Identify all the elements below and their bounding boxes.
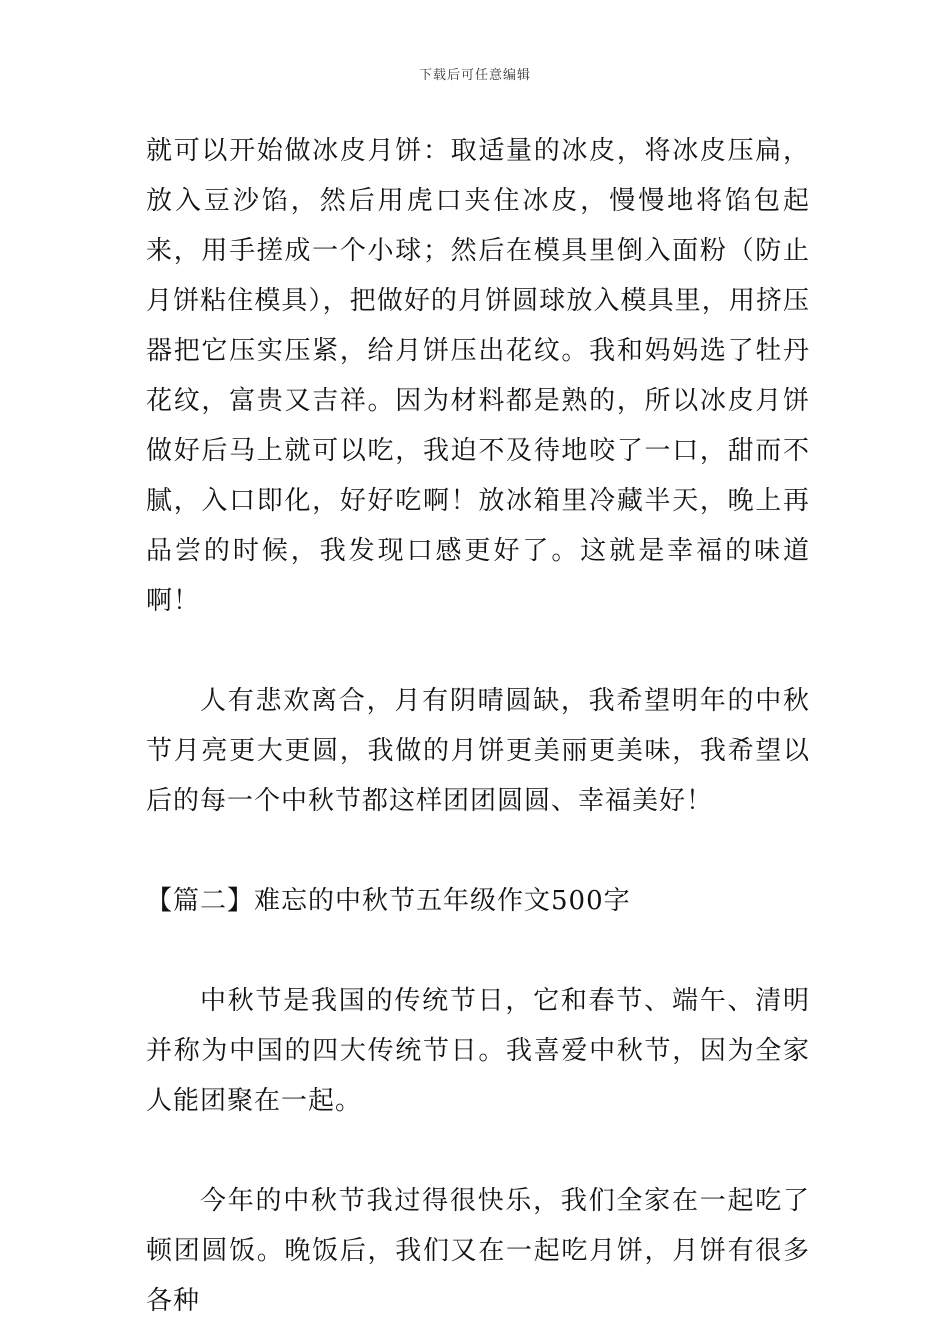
paragraph-gap [146,626,810,676]
document-body [146,126,810,1326]
section-heading: 【篇二】难忘的中秋节五年级作文500字 [146,886,631,916]
paragraph-gap [146,926,810,976]
paragraph-mooncake-making: 就可以开始做冰皮月饼：取适量的冰皮，将冰皮压扁，放入豆沙馅，然后用虎口夹住冰皮，慢慢地将馅包起来，用手搓成一个小球；然后在模具里倒入面粉（防止月饼粘住模具），把做好的月饼圆球放入模具里，用挤压器把它压实压紧，给月饼压出花纹。我和妈妈选了牡丹花纹，富贵又吉祥。因为材料都是熟的，所以冰皮月饼做好后马上就可以吃，我迫不及待地咬了一口，甜而不腻，入口即化，好好吃啊！放冰箱里冷藏半天，晚上再品尝的时候，我发现口感更好了。这就是幸福的味道啊！ [146,136,810,616]
paragraph-this-year: 今年的中秋节我过得很快乐，我们全家在一起吃了顿团圆饭。晚饭后，我们又在一起吃月饼，月饼有很多各种 [146,1186,810,1316]
paragraph-wish: 人有悲欢离合，月有阴晴圆缺，我希望明年的中秋节月亮更大更圆，我做的月饼更美丽更美味，我希望以后的每一个中秋节都这样团团圆圆、幸福美好！ [146,686,810,816]
paragraph-festival-intro: 中秋节是我国的传统节日，它和春节、端午、清明并称为中国的四大传统节日。我喜爱中秋节，因为全家人能团聚在一起。 [146,986,810,1116]
header-note: 下载后可任意编辑 [418,68,531,83]
paragraph-gap [146,1126,810,1176]
paragraph-gap [146,826,810,876]
